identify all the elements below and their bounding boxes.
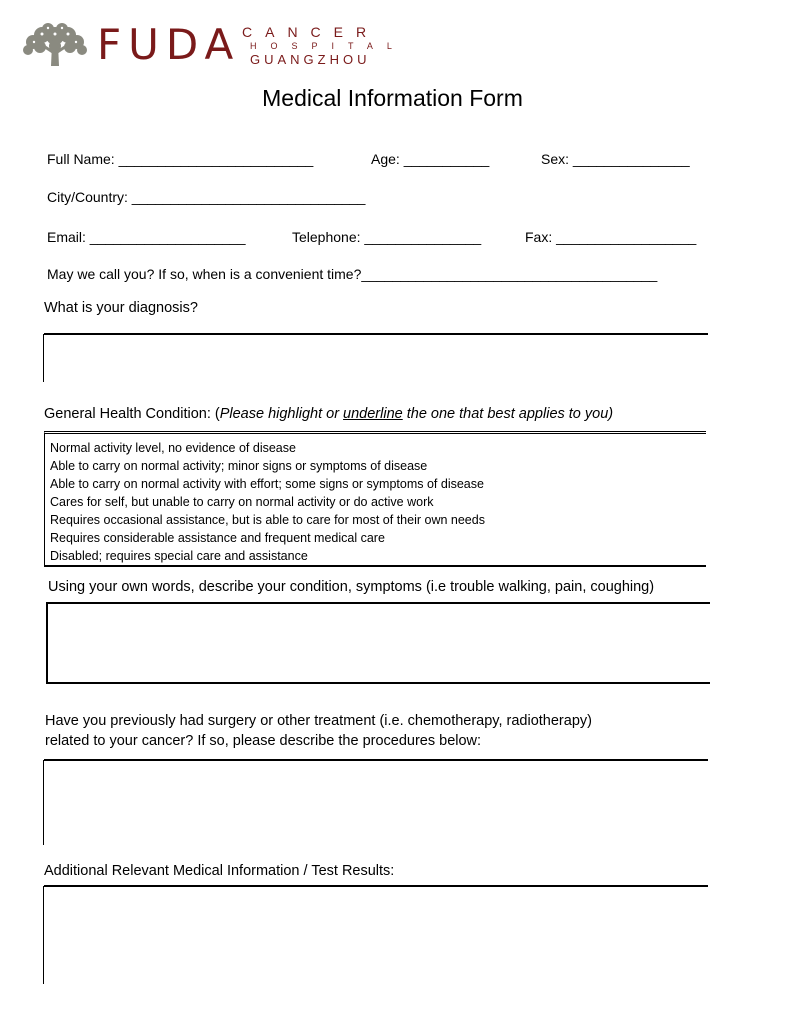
age-field[interactable]: Age: ___________ [371, 151, 490, 167]
telephone-field[interactable]: Telephone: _______________ [292, 229, 482, 245]
health-condition-options [44, 431, 706, 567]
logo-line-cancer: CANCER [242, 24, 380, 40]
health-condition-instruction: Please highlight or [219, 406, 344, 422]
call-time-field[interactable]: May we call you? If so, when is a convenient time?______________________________________ [47, 266, 658, 282]
condition-option[interactable]: Able to carry on normal activity; minor signs or symptoms of disease [50, 459, 428, 473]
hospital-tree-logo-icon [22, 22, 88, 68]
additional-box-top-border [44, 885, 708, 887]
surgery-question-line1: Have you previously had surgery or other treatment (i.e. chemotherapy, radiotherapy) [45, 713, 592, 729]
page-title: Medical Information Form [262, 85, 523, 111]
logo-wordmark: FUDA [97, 20, 241, 69]
full-name-field[interactable]: Full Name: _________________________ [47, 151, 314, 167]
symptoms-answer-box[interactable] [46, 602, 710, 684]
diagnosis-question: What is your diagnosis? [44, 300, 198, 316]
health-condition-question [44, 406, 613, 422]
condition-option[interactable]: Requires considerable assistance and frequent medical care [50, 531, 385, 545]
diagnosis-box-top-border [44, 333, 708, 335]
surgery-question-line2: related to your cancer? If so, please describe the procedures below: [45, 733, 482, 749]
condition-option[interactable]: Disabled; requires special care and assistance [50, 549, 308, 563]
additional-info-question: Additional Relevant Medical Information / Test Results: [44, 863, 395, 879]
health-condition-underline-word: underline [343, 406, 403, 422]
health-condition-prefix: General Health Condition: ( [44, 406, 220, 422]
condition-option[interactable]: Cares for self, but unable to carry on normal activity or do active work [50, 495, 434, 509]
surgery-answer-box[interactable] [43, 760, 44, 845]
symptoms-question: Using your own words, describe your condition, symptoms (i.e trouble walking, pain, coughing) [48, 579, 655, 595]
condition-option[interactable]: Able to carry on normal activity with effort; some signs or symptoms of disease [50, 477, 484, 491]
fax-field[interactable]: Fax: __________________ [525, 229, 697, 245]
health-condition-instruction-end: the one that best applies to you) [402, 406, 614, 422]
condition-option[interactable]: Requires occasional assistance, but is able to care for most of their own needs [50, 513, 485, 527]
condition-option[interactable]: Normal activity level, no evidence of disease [50, 441, 296, 455]
surgery-box-top-border [44, 759, 708, 761]
email-field[interactable]: Email: ____________________ [47, 229, 246, 245]
additional-info-answer-box[interactable] [43, 886, 44, 984]
sex-field[interactable]: Sex: _______________ [541, 151, 690, 167]
diagnosis-answer-box[interactable] [43, 334, 44, 382]
city-country-field[interactable]: City/Country: ______________________________ [47, 189, 366, 205]
logo-line-hospital: HOSPITAL [250, 41, 406, 51]
logo-line-city: GUANGZHOU [250, 52, 371, 67]
